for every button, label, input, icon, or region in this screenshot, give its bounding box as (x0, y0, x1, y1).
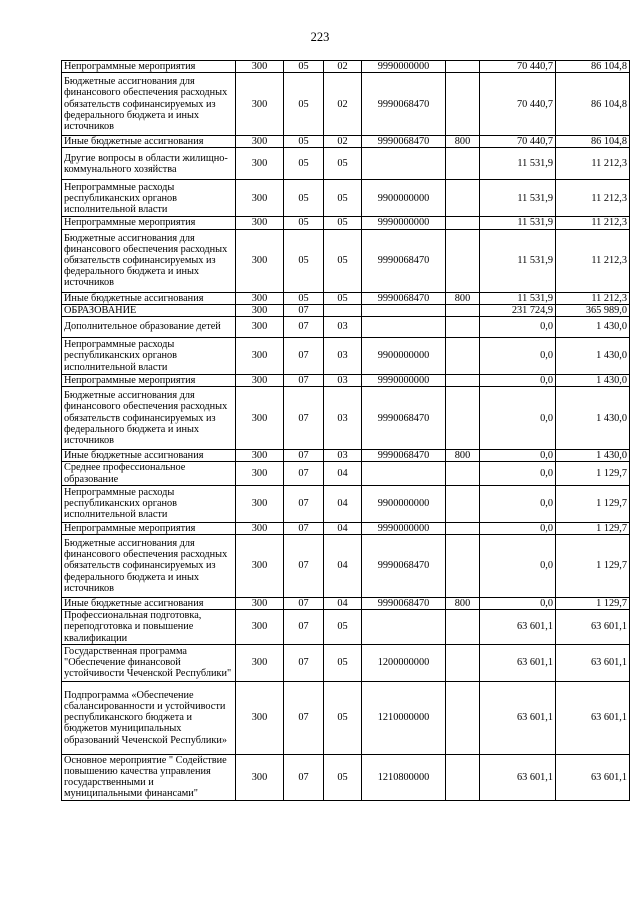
amount-year-2: 1 430,0 (556, 338, 630, 375)
subsection-code: 05 (324, 148, 362, 180)
table-row (62, 387, 630, 450)
section-code: 05 (284, 73, 324, 136)
amount-year-2: 11 212,3 (556, 229, 630, 292)
target-article: 9990000000 (362, 217, 446, 229)
item-name: Основное мероприятие " Содействие повышению качества управления государственными и муниципальными финансами" (62, 754, 236, 800)
amount-year-2: 11 212,3 (556, 180, 630, 217)
amount-year-2: 11 212,3 (556, 148, 630, 180)
target-article (362, 610, 446, 645)
subsection-code: 02 (324, 136, 362, 148)
item-name: Государственная программа "Обеспечение финансовой устойчивости Чеченской Республики" (62, 644, 236, 681)
subsection-code: 02 (324, 73, 362, 136)
subsection-code: 03 (324, 387, 362, 450)
expense-type (446, 73, 480, 136)
target-article: 9900000000 (362, 485, 446, 522)
ministry-code: 300 (236, 292, 284, 304)
table-row (62, 754, 630, 800)
subsection-code: 04 (324, 535, 362, 598)
table-row (62, 136, 630, 148)
item-name: Профессиональная подготовка, переподготовка и повышение квалификации (62, 610, 236, 645)
amount-year-1: 0,0 (480, 598, 556, 610)
expense-type (446, 304, 480, 316)
expense-type (446, 644, 480, 681)
subsection-code (324, 304, 362, 316)
target-article: 9990000000 (362, 61, 446, 73)
amount-year-1: 0,0 (480, 375, 556, 387)
item-name: Иные бюджетные ассигнования (62, 136, 236, 148)
expense-type: 800 (446, 136, 480, 148)
expense-type (446, 61, 480, 73)
item-name: Другие вопросы в области жилищно-коммунального хозяйства (62, 148, 236, 180)
item-name: Подпрограмма «Обеспечение сбалансированности и устойчивости республиканского бюджета и бюджетов муниципальных образований Чеченской Республики» (62, 681, 236, 754)
section-code: 05 (284, 229, 324, 292)
item-name: Среднее профессиональное образование (62, 462, 236, 485)
section-code: 05 (284, 136, 324, 148)
expense-type (446, 317, 480, 338)
amount-year-1: 63 601,1 (480, 681, 556, 754)
expense-type: 800 (446, 598, 480, 610)
subsection-code: 04 (324, 522, 362, 534)
section-code: 07 (284, 522, 324, 534)
expense-type (446, 522, 480, 534)
amount-year-2: 63 601,1 (556, 681, 630, 754)
ministry-code: 300 (236, 450, 284, 462)
section-code: 07 (284, 304, 324, 316)
section-code: 07 (284, 387, 324, 450)
amount-year-2: 1 430,0 (556, 387, 630, 450)
amount-year-2: 1 430,0 (556, 450, 630, 462)
subsection-code: 05 (324, 754, 362, 800)
page-number: 223 (310, 30, 330, 44)
subsection-code: 04 (324, 598, 362, 610)
amount-year-1: 0,0 (480, 450, 556, 462)
section-code: 05 (284, 148, 324, 180)
amount-year-2: 1 129,7 (556, 535, 630, 598)
subsection-code: 05 (324, 681, 362, 754)
table-row (62, 148, 630, 180)
target-article: 1210800000 (362, 754, 446, 800)
target-article (362, 462, 446, 485)
item-name: Непрограммные мероприятия (62, 375, 236, 387)
ministry-code: 300 (236, 180, 284, 217)
item-name: Бюджетные ассигнования для финансового обеспечения расходных обязательств софинансируемых из федерального бюджета и иных источников (62, 229, 236, 292)
amount-year-1: 11 531,9 (480, 217, 556, 229)
table-row (62, 681, 630, 754)
section-code: 07 (284, 462, 324, 485)
expense-type (446, 610, 480, 645)
amount-year-2: 63 601,1 (556, 644, 630, 681)
ministry-code: 300 (236, 136, 284, 148)
section-code: 07 (284, 681, 324, 754)
ministry-code: 300 (236, 644, 284, 681)
ministry-code: 300 (236, 217, 284, 229)
target-article: 9990068470 (362, 292, 446, 304)
amount-year-2: 1 129,7 (556, 462, 630, 485)
ministry-code: 300 (236, 462, 284, 485)
subsection-code: 04 (324, 462, 362, 485)
item-name: Бюджетные ассигнования для финансового обеспечения расходных обязательств софинансируемых из федерального бюджета и иных источников (62, 387, 236, 450)
section-code: 07 (284, 485, 324, 522)
amount-year-1: 11 531,9 (480, 148, 556, 180)
table-row (62, 180, 630, 217)
item-name: Непрограммные мероприятия (62, 522, 236, 534)
amount-year-1: 0,0 (480, 387, 556, 450)
target-article: 9900000000 (362, 338, 446, 375)
target-article: 9990068470 (362, 598, 446, 610)
section-code: 07 (284, 598, 324, 610)
table-row (62, 462, 630, 485)
subsection-code: 03 (324, 317, 362, 338)
expense-type (446, 229, 480, 292)
amount-year-1: 0,0 (480, 485, 556, 522)
ministry-code: 300 (236, 535, 284, 598)
item-name: Иные бюджетные ассигнования (62, 292, 236, 304)
table-row (62, 598, 630, 610)
section-code: 07 (284, 535, 324, 598)
table-row (62, 229, 630, 292)
section-code: 07 (284, 610, 324, 645)
amount-year-2: 86 104,8 (556, 73, 630, 136)
item-name: Иные бюджетные ассигнования (62, 598, 236, 610)
item-name: Дополнительное образование детей (62, 317, 236, 338)
amount-year-2: 1 129,7 (556, 598, 630, 610)
target-article: 9990000000 (362, 522, 446, 534)
subsection-code: 05 (324, 217, 362, 229)
amount-year-1: 11 531,9 (480, 292, 556, 304)
item-name: Непрограммные расходы республиканских органов исполнительной власти (62, 338, 236, 375)
amount-year-2: 86 104,8 (556, 136, 630, 148)
target-article: 9900000000 (362, 180, 446, 217)
table-row (62, 375, 630, 387)
table-row (62, 485, 630, 522)
ministry-code: 300 (236, 610, 284, 645)
section-code: 07 (284, 450, 324, 462)
expense-type (446, 180, 480, 217)
expense-type (446, 375, 480, 387)
expense-type: 800 (446, 292, 480, 304)
item-name: Бюджетные ассигнования для финансового обеспечения расходных обязательств софинансируемых из федерального бюджета и иных источников (62, 73, 236, 136)
expense-type (446, 217, 480, 229)
amount-year-2: 11 212,3 (556, 217, 630, 229)
table-row (62, 61, 630, 73)
subsection-code: 05 (324, 644, 362, 681)
table-row (62, 535, 630, 598)
target-article: 9990068470 (362, 450, 446, 462)
amount-year-2: 63 601,1 (556, 754, 630, 800)
target-article: 1200000000 (362, 644, 446, 681)
amount-year-1: 0,0 (480, 462, 556, 485)
section-code: 07 (284, 338, 324, 375)
amount-year-1: 0,0 (480, 535, 556, 598)
table-row (62, 317, 630, 338)
ministry-code: 300 (236, 229, 284, 292)
amount-year-1: 231 724,9 (480, 304, 556, 316)
target-article (362, 304, 446, 316)
table-row (62, 292, 630, 304)
table-row (62, 73, 630, 136)
amount-year-1: 0,0 (480, 338, 556, 375)
table-row (62, 304, 630, 316)
amount-year-1: 63 601,1 (480, 644, 556, 681)
amount-year-2: 1 430,0 (556, 317, 630, 338)
section-code: 05 (284, 217, 324, 229)
ministry-code: 300 (236, 73, 284, 136)
ministry-code: 300 (236, 148, 284, 180)
amount-year-1: 63 601,1 (480, 610, 556, 645)
target-article: 9990000000 (362, 375, 446, 387)
table-row (62, 522, 630, 534)
target-article: 9990068470 (362, 387, 446, 450)
expense-type (446, 338, 480, 375)
table-row (62, 338, 630, 375)
ministry-code: 300 (236, 754, 284, 800)
item-name: Иные бюджетные ассигнования (62, 450, 236, 462)
section-code: 07 (284, 375, 324, 387)
ministry-code: 300 (236, 485, 284, 522)
amount-year-1: 0,0 (480, 522, 556, 534)
item-name: Непрограммные мероприятия (62, 61, 236, 73)
expense-type (446, 387, 480, 450)
ministry-code: 300 (236, 522, 284, 534)
ministry-code: 300 (236, 598, 284, 610)
item-name: ОБРАЗОВАНИЕ (62, 304, 236, 316)
subsection-code: 05 (324, 292, 362, 304)
target-article (362, 148, 446, 180)
expense-type: 800 (446, 450, 480, 462)
subsection-code: 03 (324, 375, 362, 387)
ministry-code: 300 (236, 317, 284, 338)
item-name: Непрограммные мероприятия (62, 217, 236, 229)
subsection-code: 03 (324, 450, 362, 462)
amount-year-1: 70 440,7 (480, 136, 556, 148)
target-article: 1210000000 (362, 681, 446, 754)
table-row (62, 217, 630, 229)
subsection-code: 05 (324, 229, 362, 292)
target-article: 9990068470 (362, 73, 446, 136)
target-article: 9990068470 (362, 535, 446, 598)
expense-type (446, 462, 480, 485)
section-code: 05 (284, 180, 324, 217)
table-row (62, 644, 630, 681)
amount-year-2: 1 430,0 (556, 375, 630, 387)
section-code: 07 (284, 644, 324, 681)
amount-year-2: 63 601,1 (556, 610, 630, 645)
amount-year-2: 1 129,7 (556, 522, 630, 534)
section-code: 07 (284, 317, 324, 338)
amount-year-1: 70 440,7 (480, 61, 556, 73)
ministry-code: 300 (236, 375, 284, 387)
amount-year-1: 11 531,9 (480, 229, 556, 292)
target-article (362, 317, 446, 338)
amount-year-1: 0,0 (480, 317, 556, 338)
amount-year-1: 70 440,7 (480, 73, 556, 136)
budget-table (61, 60, 630, 801)
table-row (62, 610, 630, 645)
amount-year-2: 86 104,8 (556, 61, 630, 73)
expense-type (446, 754, 480, 800)
ministry-code: 300 (236, 387, 284, 450)
subsection-code: 03 (324, 338, 362, 375)
target-article: 9990068470 (362, 229, 446, 292)
section-code: 05 (284, 292, 324, 304)
section-code: 05 (284, 61, 324, 73)
subsection-code: 02 (324, 61, 362, 73)
subsection-code: 04 (324, 485, 362, 522)
amount-year-2: 365 989,0 (556, 304, 630, 316)
amount-year-2: 1 129,7 (556, 485, 630, 522)
item-name: Бюджетные ассигнования для финансового обеспечения расходных обязательств софинансируемых из федерального бюджета и иных источников (62, 535, 236, 598)
subsection-code: 05 (324, 610, 362, 645)
expense-type (446, 535, 480, 598)
table-row (62, 450, 630, 462)
section-code: 07 (284, 754, 324, 800)
item-name: Непрограммные расходы республиканских органов исполнительной власти (62, 485, 236, 522)
amount-year-1: 63 601,1 (480, 754, 556, 800)
ministry-code: 300 (236, 338, 284, 375)
ministry-code: 300 (236, 61, 284, 73)
ministry-code: 300 (236, 681, 284, 754)
ministry-code: 300 (236, 304, 284, 316)
subsection-code: 05 (324, 180, 362, 217)
target-article: 9990068470 (362, 136, 446, 148)
expense-type (446, 148, 480, 180)
expense-type (446, 681, 480, 754)
amount-year-1: 11 531,9 (480, 180, 556, 217)
expense-type (446, 485, 480, 522)
amount-year-2: 11 212,3 (556, 292, 630, 304)
item-name: Непрограммные расходы республиканских органов исполнительной власти (62, 180, 236, 217)
